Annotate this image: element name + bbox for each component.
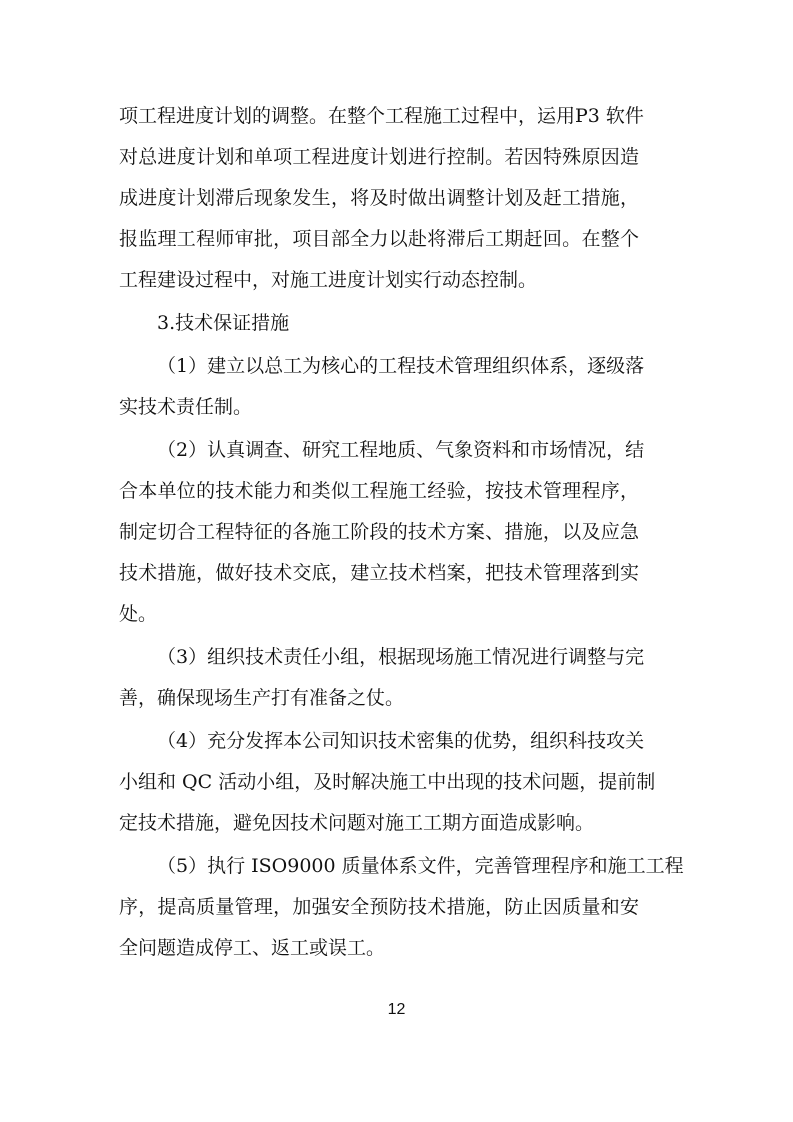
paragraph-line: 全问题造成停工、返工或误工。 [119, 937, 386, 959]
paragraph-line: （4）充分发挥本公司知识技术密集的优势，组织科技攻关 [157, 730, 645, 752]
paragraph-line: 序，提高质量管理，加强安全预防技术措施，防止因质量和安 [119, 896, 639, 918]
paragraph-line: （3）组织技术责任小组，根据现场施工情况进行调整与完 [157, 646, 645, 668]
paragraph-line: 定技术措施，避免因技术问题对施工工期方面造成影响。 [119, 812, 595, 834]
page-number: 12 [387, 1001, 406, 1018]
paragraph-line: （2）认真调查、研究工程地质、气象资料和市场情况，结 [157, 439, 645, 461]
paragraph-line: 处。 [119, 603, 158, 625]
paragraph-line: 对总进度计划和单项工程进度计划进行控制。若因特殊原因造 [119, 146, 639, 168]
paragraph-line: 工程建设过程中，对施工进度计划实行动态控制。 [119, 269, 538, 291]
paragraph-line: （1）建立以总工为核心的工程技术管理组织体系，逐级落 [157, 355, 645, 377]
paragraph-line: 善，确保现场生产打有准备之仗。 [119, 687, 405, 709]
paragraph-line: 实技术责任制。 [119, 396, 253, 418]
paragraph-line: 项工程进度计划的调整。在整个工程施工过程中，运用P3 软件 [119, 105, 644, 127]
paragraph-line: 制定切合工程特征的各施工阶段的技术方案、措施，以及应急 [119, 521, 639, 543]
paragraph-line: 报监理工程师审批，项目部全力以赴将滞后工期赶回。在整个 [119, 228, 639, 250]
paragraph-line: 合本单位的技术能力和类似工程施工经验，按技术管理程序， [119, 480, 639, 502]
paragraph-line: 小组和 QC 活动小组，及时解决施工中出现的技术问题，提前制 [119, 771, 656, 793]
paragraph-line: 成进度计划滞后现象发生，将及时做出调整计划及赶工措施， [119, 187, 639, 209]
section-heading: 3.技术保证措施 [157, 312, 290, 334]
paragraph-line: （5）执行 ISO9000 质量体系文件，完善管理程序和施工工程 [157, 855, 684, 877]
paragraph-line: 技术措施，做好技术交底，建立技术档案，把技术管理落到实 [119, 562, 639, 584]
